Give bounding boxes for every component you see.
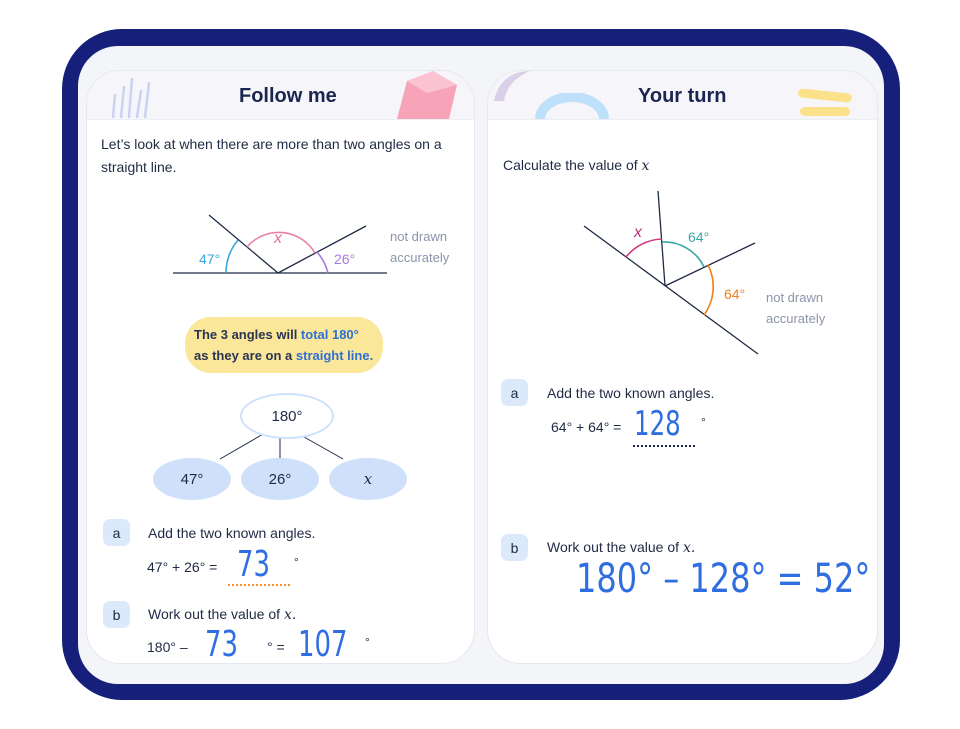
question-b-mid: ° = <box>267 639 285 655</box>
bar-model-total: 180° <box>240 393 334 439</box>
key-fact-callout: The 3 angles will total 180° as they are on a straight line. <box>185 317 383 373</box>
ring-decoration-icon <box>534 93 610 119</box>
question-a-expression: 47° + 26° = <box>147 559 218 575</box>
arc-64b <box>704 265 713 315</box>
question-b-badge: b <box>103 601 130 628</box>
label-x: x <box>274 230 282 247</box>
label-47: 47° <box>199 251 221 267</box>
question-b-badge: b <box>501 534 528 561</box>
label-64b: 64° <box>724 286 746 302</box>
question-b-working[interactable]: 180° – 128° = 52° <box>576 556 871 602</box>
question-b-answer-1[interactable]: 73 <box>205 624 238 664</box>
question-a-badge: a <box>501 379 528 406</box>
question-b-answer-1-line <box>197 663 259 664</box>
bar-model-part-26: 26° <box>241 458 319 500</box>
follow-me-header <box>87 71 474 120</box>
panel-title: Follow me <box>239 85 337 107</box>
intro-text: Calculate the value of x <box>503 157 650 174</box>
panel-title: Your turn <box>638 85 727 107</box>
question-b-answer-2[interactable]: 107 <box>298 624 348 664</box>
bar-model-part-x: x <box>329 458 407 500</box>
question-a-answer[interactable]: 73 <box>237 544 270 585</box>
arc-x <box>626 239 662 257</box>
label-26: 26° <box>334 251 356 267</box>
question-b-prompt: Work out the value of x. <box>547 539 696 556</box>
follow-me-panel <box>86 70 475 664</box>
arc-47 <box>226 240 238 273</box>
question-a-answer[interactable]: 128 <box>634 404 681 444</box>
question-a-unit: ° <box>294 555 299 569</box>
question-a-answer-line <box>633 445 695 447</box>
question-b-answer-2-line <box>295 663 357 664</box>
question-a-prompt: Add the two known angles. <box>547 385 715 401</box>
not-drawn-note: not drawn accurately <box>390 229 450 265</box>
question-a-expression: 64° + 64° = <box>551 419 622 435</box>
label-64a: 64° <box>688 229 710 245</box>
question-b-unit: ° <box>365 635 370 649</box>
label-x: x <box>634 224 642 241</box>
not-drawn-note: not drawn accurately <box>766 290 826 326</box>
question-a-prompt: Add the two known angles. <box>148 525 316 541</box>
bar-model-part-47: 47° <box>153 458 231 500</box>
crescent-decoration-icon <box>490 71 530 103</box>
arc-64a <box>662 242 704 267</box>
arc-26 <box>317 252 328 273</box>
your-turn-panel <box>487 70 878 664</box>
intro-text: Let’s look at when there are more than two angles on a straight line. <box>101 136 442 175</box>
question-a-answer-line <box>228 584 290 586</box>
bars-decoration-icon <box>101 73 161 119</box>
question-a-unit: ° <box>701 415 706 429</box>
question-b-prompt: Work out the value of x. <box>148 606 297 623</box>
gem-decoration-icon <box>387 71 467 119</box>
your-turn-header <box>488 71 877 120</box>
straight-line-angles-diagram <box>488 191 877 361</box>
question-a-badge: a <box>103 519 130 546</box>
ray-right <box>665 243 755 286</box>
lesson-screen <box>78 46 884 684</box>
bars-decoration-icon <box>796 89 860 119</box>
question-b-expression: 180° – <box>147 639 188 655</box>
